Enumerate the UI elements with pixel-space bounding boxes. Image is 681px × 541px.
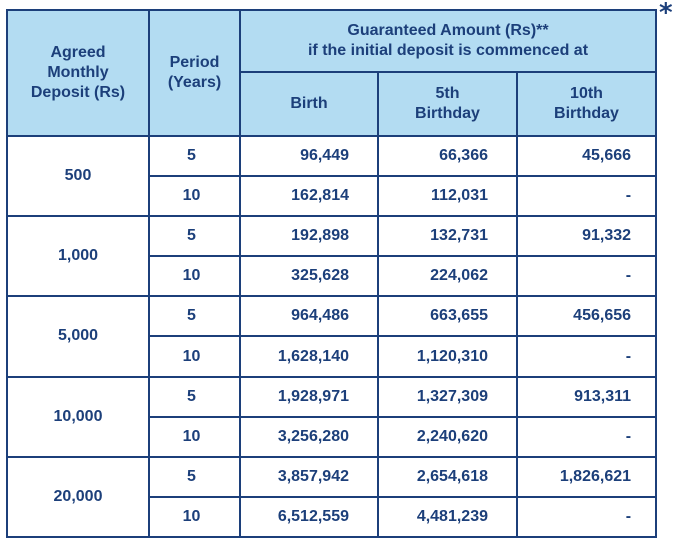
deposit-cell: 20,000 <box>7 457 149 537</box>
fifth-birthday-amount-cell: 112,031 <box>378 176 517 216</box>
tenth-birthday-amount-cell: 913,311 <box>517 377 656 417</box>
period-cell: 10 <box>149 336 240 376</box>
period-cell: 5 <box>149 377 240 417</box>
header-birth: Birth <box>240 72 378 136</box>
birth-amount-cell: 3,857,942 <box>240 457 378 497</box>
table-row <box>7 296 656 336</box>
tenth-birthday-amount-cell: 45,666 <box>517 136 656 176</box>
header-period: Period (Years) <box>149 10 240 136</box>
period-cell: 10 <box>149 256 240 296</box>
period-cell: 5 <box>149 216 240 256</box>
period-cell: 5 <box>149 136 240 176</box>
period-cell: 5 <box>149 296 240 336</box>
table-row <box>7 457 656 497</box>
period-cell: 10 <box>149 176 240 216</box>
fifth-birthday-amount-cell: 1,327,309 <box>378 377 517 417</box>
deposit-cell: 1,000 <box>7 216 149 296</box>
header-guaranteed-amount: Guaranteed Amount (Rs)** if the initial deposit is commenced at <box>240 10 656 72</box>
fifth-birthday-amount-cell: 224,062 <box>378 256 517 296</box>
birth-amount-cell: 192,898 <box>240 216 378 256</box>
tenth-birthday-amount-cell: - <box>517 497 656 537</box>
fifth-birthday-amount-cell: 132,731 <box>378 216 517 256</box>
tenth-birthday-amount-cell: - <box>517 176 656 216</box>
birth-amount-cell: 1,928,971 <box>240 377 378 417</box>
birth-amount-cell: 162,814 <box>240 176 378 216</box>
deposit-cell: 500 <box>7 136 149 216</box>
tenth-birthday-amount-cell: 456,656 <box>517 296 656 336</box>
fifth-birthday-amount-cell: 66,366 <box>378 136 517 176</box>
birth-amount-cell: 96,449 <box>240 136 378 176</box>
birth-amount-cell: 964,486 <box>240 296 378 336</box>
tenth-birthday-amount-cell: - <box>517 417 656 457</box>
birth-amount-cell: 1,628,140 <box>240 336 378 376</box>
fifth-birthday-amount-cell: 1,120,310 <box>378 336 517 376</box>
guaranteed-amount-table <box>6 9 657 538</box>
fifth-birthday-amount-cell: 663,655 <box>378 296 517 336</box>
tenth-birthday-amount-cell: 1,826,621 <box>517 457 656 497</box>
tenth-birthday-amount-cell: - <box>517 336 656 376</box>
tenth-birthday-amount-cell: - <box>517 256 656 296</box>
birth-amount-cell: 6,512,559 <box>240 497 378 537</box>
footnote-asterisk: * <box>659 0 673 28</box>
fifth-birthday-amount-cell: 2,654,618 <box>378 457 517 497</box>
header-10th-birthday: 10th Birthday <box>517 72 656 136</box>
period-cell: 5 <box>149 457 240 497</box>
tenth-birthday-amount-cell: 91,332 <box>517 216 656 256</box>
deposit-cell: 5,000 <box>7 296 149 376</box>
birth-amount-cell: 3,256,280 <box>240 417 378 457</box>
header-agreed-monthly-deposit: Agreed Monthly Deposit (Rs) <box>7 10 149 136</box>
fifth-birthday-amount-cell: 4,481,239 <box>378 497 517 537</box>
table-row <box>7 216 656 256</box>
birth-amount-cell: 325,628 <box>240 256 378 296</box>
fifth-birthday-amount-cell: 2,240,620 <box>378 417 517 457</box>
table-row <box>7 377 656 417</box>
period-cell: 10 <box>149 417 240 457</box>
period-cell: 10 <box>149 497 240 537</box>
deposit-cell: 10,000 <box>7 377 149 457</box>
header-5th-birthday: 5th Birthday <box>378 72 517 136</box>
table-row <box>7 136 656 176</box>
